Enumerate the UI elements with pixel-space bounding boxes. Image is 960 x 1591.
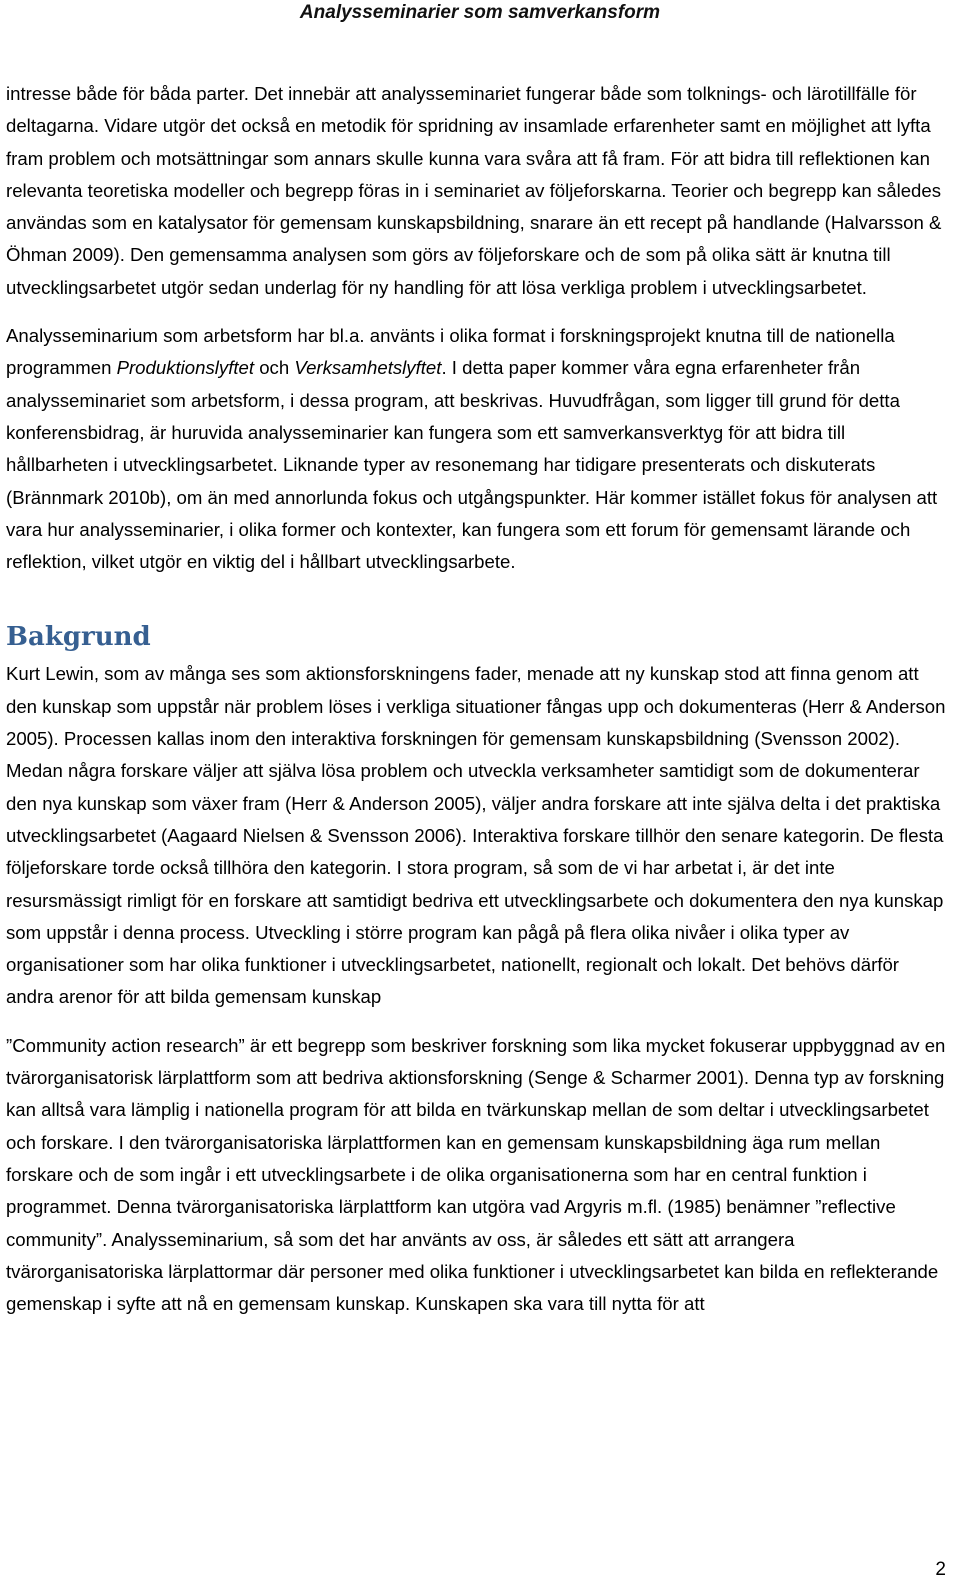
paragraph-intro: intresse både för båda parter. Det innebär att analysseminariet fungerar både som tolknings- och lärotillfälle för deltagarna. Vidare utgör det också en metodik för spridning av insamlade erfarenheter samt en möjlighet att lyfta fram problem och motsättningar som annars skulle kunna vara svåra att få fram. För att bidra till reflektionen kan relevanta teoretiska modeller och begrepp föras in i seminariet av följeforskarna. Teorier och begrepp kan således användas som en katalysator för gemensam kunskapsbildning, snarare än ett recept på handlande (Halvarsson & Öhman 2009). Den gemensamma analysen som görs av följeforskare och de som på olika sätt är knutna till utvecklingsarbetet utgör sedan underlag för ny handling för att lösa verkliga problem i utvecklingsarbetet. <box>6 83 942 298</box>
p2-text-start: Analysseminarium som arbetsform har bl.a. använts i olika format i forskningsprojekt knutna till de nationella programmen <box>6 325 895 379</box>
page-number: 2 <box>935 1559 946 1580</box>
p2-conjunction: och <box>254 357 295 379</box>
running-header: Analysseminarier som samverkansform <box>299 2 661 23</box>
document-body <box>6 78 950 1320</box>
program-name-produktionslyftet: Produktionslyftet <box>116 357 255 379</box>
p2-text-rest: . I detta paper kommer våra egna erfarenheter från analysseminariet som arbetsform, i dessa program, att beskrivas. Huvudfrågan, som ligger till grund för detta konferensbidrag, är huruvida analysseminarier kan fungera som ett samverkansverktyg för att bidra till hållbarheten i utvecklingsarbetet. Liknande typer av resonemang har tidigare presenterats och diskuterats (Brännmark 2010b), om än med annorlunda fokus och utgångspunkter. Här kommer istället fokus för analysen att vara hur analysseminarier, i olika former och kontexter, kan fungera som ett forum för gemensamt lärande och reflektion, vilket utgör en viktig del i hållbart utvecklingsarbete. <box>6 357 938 573</box>
paragraph-community-action-research: ”Community action research” är ett begrepp som beskriver forskning som lika mycket fokuserar uppbyggnad av en tvärorganisatorisk lärplattform som att bedriva aktionsforskning (Senge & Scharmer 2001). Denna typ av forskning kan alltså vara lämplig i nationella program för att bilda en tvärkunskap mellan de som deltar i utvecklingsarbetet och forskare. I den tvärorganisatoriska lärplattformen kan en gemensam kunskapsbildning äga rum mellan forskare och de som ingår i ett utvecklingsarbete i de olika organisationerna som har en central funktion i programmet. Denna tvärorganisatoriska lärplattform kan utgöra vad Argyris m.fl. (1985) benämner ”reflective community”. Analysseminarium, så som det har använts av oss, är således ett sätt att arrangera tvärorganisatoriska lärplattormar där personer med olika funktioner i utvecklingsarbetet kan bilda en reflekterande gemenskap i syfte att nå en gemensam kunskap. Kunskapen ska vara till nytta för att <box>6 1034 946 1315</box>
section-heading-bakgrund: Bakgrund <box>6 622 151 653</box>
paragraph-background: Kurt Lewin, som av många ses som aktionsforskningens fader, menade att ny kunskap stod att finna genom att den kunskap som uppstår när problem löses i verkliga situationer fångas upp och dokumenteras (Herr & Anderson 2005). Processen kallas inom den interaktiva forskningen för gemensam kunskapsbildning (Svensson 2002). Medan några forskare väljer att själva lösa problem och utveckla verksamheter samtidigt som de dokumenterar den nya kunskap som växer fram (Herr & Anderson 2005), väljer andra forskare att inte själva delta i det praktiska utvecklingsarbetet (Aagaard Nielsen & Svensson 2006). Interaktiva forskare tillhör den senare kategorin. De flesta följeforskare torde också tillhöra den kategorin. I stora program, så som de vi har arbetat i, är det inte resursmässigt rimligt för en forskare att samtidigt bedriva ett utvecklingsarbete och dokumentera den nya kunskap som uppstår i denna process. Utveckling i större program kan pågå på flera olika nivåer i olika typer av organisationer som har olika funktioner i utvecklingsarbetet, nationellt, regionalt och lokalt. Det behövs därför andra arenor för att bilda gemensam kunskap <box>6 663 946 1008</box>
paragraph-analysis-seminar <box>6 320 950 578</box>
program-name-verksamhetslyftet: Verksamhetslyftet <box>294 357 442 379</box>
